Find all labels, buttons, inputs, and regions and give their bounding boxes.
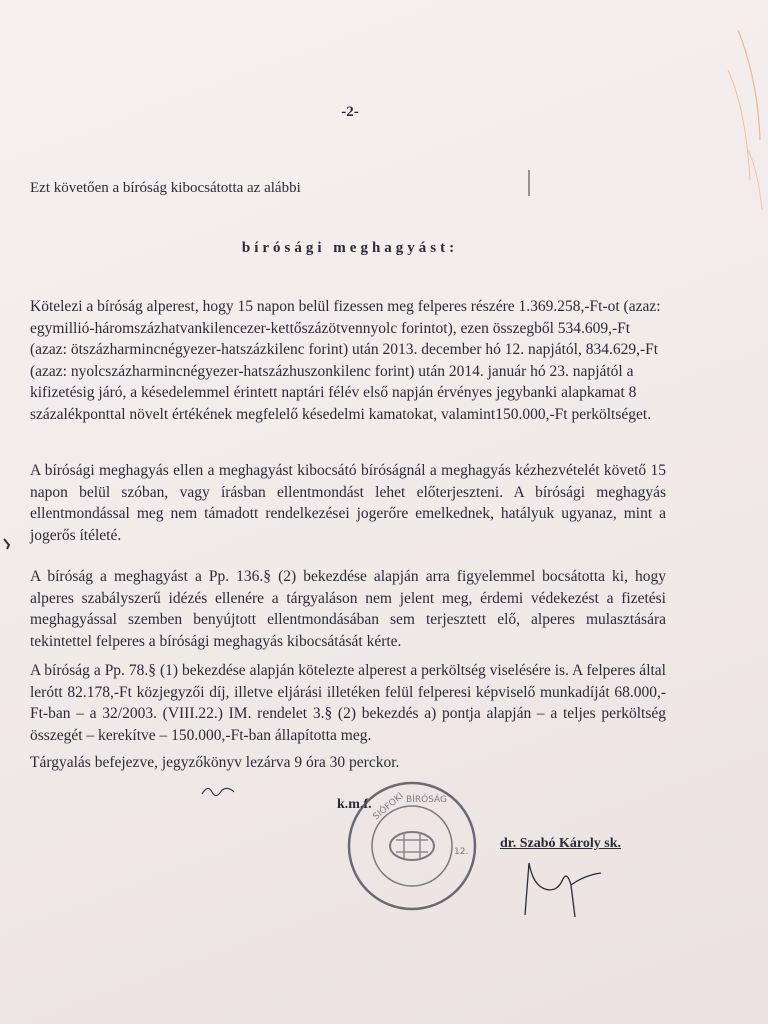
handwritten-signature (505, 845, 615, 925)
intro-line: Ezt követően a bíróság kibocsátotta az alábbi (30, 180, 301, 196)
page-number: -2- (341, 104, 359, 120)
paragraph-grounds: A bíróság a meghagyást a Pp. 136.§ (2) bekezdése alapján arra figyelemmel bocsátotta ki, hogy alperes szabályszerű idézés ellenére a tárgyaláson nem jelent meg, érdemi védekezést a fizetési meghagyással szemben benyújtott ellentmondásában sem terjesztett elő, alperes mulasztására tekintettel felperes a bírósági meghagyás kibocsátását kérte. (30, 568, 666, 650)
paragraph-order: Kötelezi a bíróság alperest, hogy 15 napon belül fizessen meg felperes részére 1.369.258,-Ft-ot (azaz: egymillió-háromszázhatvankilencezer-kettőszázötvennyolc forintot), ezen összegből 534.609,-Ft (azaz: ötszázharmincnégyezer-hatszázkilenc forint) után 2013. december hó 12. napjától, 834.629,-Ft (azaz: nyolcszázharmincnégyezer-hatszázhuszonkilenc forint) után 2014. január hó 23. napjától a kifizetésig járó, a késedelemmel érintett naptári félév első napján érvényes jegybanki alapkamat 8 százalékponttal növelt értékének megfelelő késedelmi kamatokat, valamint150.000,-Ft perköltséget. (30, 298, 661, 423)
handwritten-initials-signature (200, 780, 240, 800)
margin-mark (2, 537, 12, 551)
corner-stamp-mark (698, 20, 768, 220)
document-heading: bírósági meghagyást: (241, 240, 459, 256)
stray-mark (528, 170, 530, 196)
judge-name: dr. Szabó Károly sk. (500, 836, 621, 851)
paragraph-closing: Tárgyalás befejezve, jegyzőkönyv lezárva 9 óra 30 perckor. (30, 754, 400, 771)
svg-text:12.: 12. (454, 847, 469, 857)
svg-text:BÍRÓSÁG: BÍRÓSÁG (406, 795, 448, 805)
paragraph-objection: A bírósági meghagyás ellen a meghagyást kibocsátó bíróságnál a meghagyás kézhezvételét követő 15 napon belül szóban, vagy írásban ellentmondást lehet előterjeszteni. A bírósági meghagyás ellentmondással meg nem támadott rendelkezései jogerőre emelkednek, hatályuk ugyanaz, mint a jogerős ítéleté. (30, 462, 666, 544)
paragraph-costs: A bíróság a Pp. 78.§ (1) bekezdése alapján kötelezte alperest a perköltség viselésére is. A felperes által lerótt 82.178,-Ft közjegyzői díj, illetve eljárási illetéken felül felperesi képviselő munkadíját 68.000,-Ft-ban – a 32/2003. (VIII.22.) IM. rendelet 3.§ (2) bekezdés a) pontja alapján – a teljes perköltség összegét – kerekítve – 150.000,-Ft-ban állapította meg. (30, 662, 666, 744)
court-seal-stamp (346, 780, 478, 912)
kmf-label: k.m.f. (337, 797, 372, 812)
svg-text:SIÓFOKI: SIÓFOKI (371, 791, 406, 823)
